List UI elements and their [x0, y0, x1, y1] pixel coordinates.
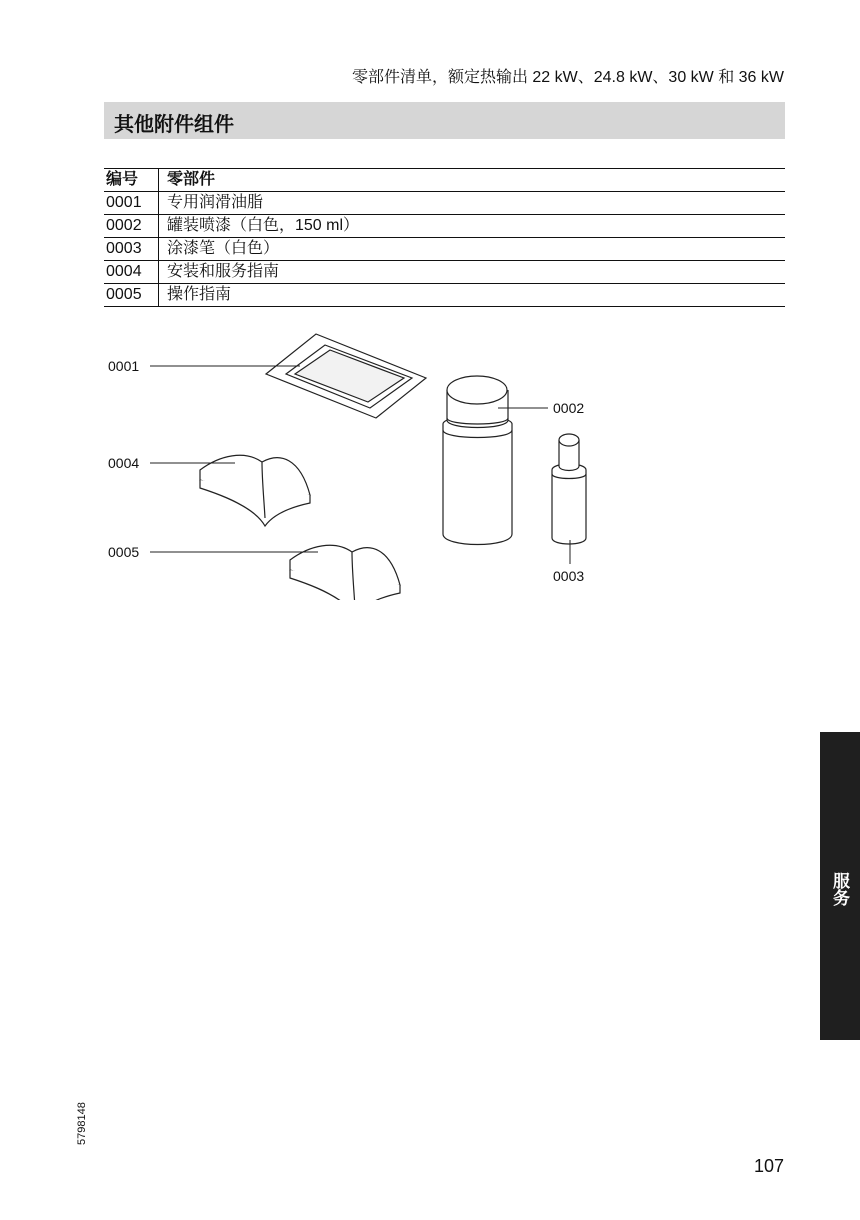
- table-row: [104, 215, 785, 238]
- label-0003: 0003: [553, 568, 585, 584]
- table-row: [104, 284, 785, 307]
- part-name-cell: 专用润滑油脂: [159, 192, 786, 215]
- part-name-cell: 罐装喷漆（白色，150 ml）: [159, 215, 786, 238]
- paint-pen-icon: [552, 434, 586, 544]
- column-header-number: 编号: [104, 169, 159, 192]
- book-icon: [200, 455, 310, 526]
- part-number-cell: 0002: [104, 215, 159, 238]
- grease-packet-icon: [266, 334, 426, 418]
- label-0002: 0002: [553, 400, 585, 416]
- page-number: 107: [753, 1156, 784, 1176]
- running-header: 零部件清单，额定热输出 22 kW、24.8 kW、30 kW 和 36 kW: [351, 69, 784, 86]
- accessories-illustration: [100, 325, 620, 600]
- chapter-tab-label: 服务: [829, 872, 849, 906]
- table-header-row: [104, 169, 785, 192]
- label-0005: 0005: [108, 544, 140, 560]
- part-number-cell: 0005: [104, 284, 159, 307]
- spray-can-icon: [443, 376, 512, 545]
- table-row: [104, 238, 785, 261]
- section-header: [104, 102, 785, 139]
- section-title: 其他附件组件: [114, 112, 234, 136]
- document-number: 5798148: [76, 1102, 88, 1145]
- part-name-cell: 涂漆笔（白色）: [159, 238, 786, 261]
- part-name-cell: 操作指南: [159, 284, 786, 307]
- table-row: [104, 261, 785, 284]
- label-0001: 0001: [108, 358, 140, 374]
- book-icon: [290, 545, 400, 600]
- parts-table: [104, 168, 785, 307]
- chapter-tab: [820, 732, 860, 1040]
- part-name-cell: 安装和服务指南: [159, 261, 786, 284]
- part-number-cell: 0004: [104, 261, 159, 284]
- label-0004: 0004: [108, 455, 140, 471]
- part-number-cell: 0001: [104, 192, 159, 215]
- part-number-cell: 0003: [104, 238, 159, 261]
- table-row: [104, 192, 785, 215]
- column-header-part: 零部件: [159, 169, 786, 192]
